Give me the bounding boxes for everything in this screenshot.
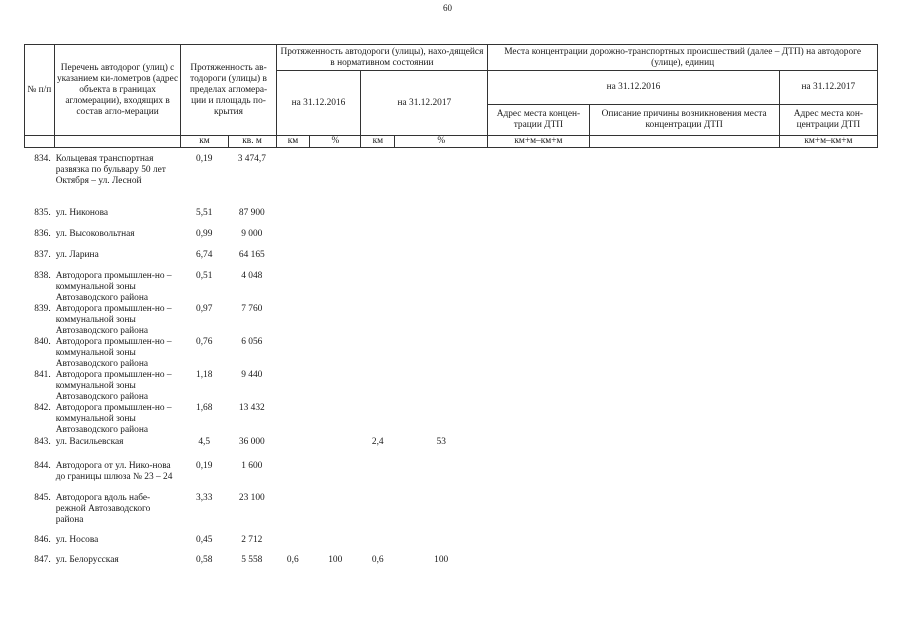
normative-pct-2017	[395, 154, 488, 208]
road-name: ул. Ларина	[55, 250, 99, 260]
normative-km-2017	[361, 304, 395, 337]
dtp-cell	[780, 208, 878, 229]
dtp-cell	[780, 461, 878, 493]
header-dtp-reason: Описание причины возникновения места концентрации ДТП	[589, 105, 779, 136]
road-name: Кольцевая транспортная развязка по бульвару 50 лет Октября – ул. Лесной	[55, 154, 166, 186]
header-dtp-address-2017: Адрес места кон-центрации ДТП	[779, 105, 877, 136]
normative-km-2016	[276, 535, 310, 555]
normative-km-2016	[276, 437, 310, 461]
normative-pct-2017	[395, 271, 488, 304]
row-number: 834.	[34, 154, 51, 164]
header-date-2016: на 31.12.2016	[276, 71, 361, 136]
normative-km-2016: 0,6	[286, 555, 299, 565]
area-sqm: 9 000	[241, 229, 263, 239]
dtp-cell	[780, 304, 878, 337]
normative-pct-2017	[395, 208, 488, 229]
dtp-cell	[488, 437, 589, 461]
header-num: № п/п	[25, 45, 55, 136]
normative-km-2016	[276, 304, 310, 337]
normative-pct-2016	[310, 461, 361, 493]
normative-km-2017	[361, 208, 395, 229]
row-number: 835.	[34, 208, 51, 218]
dtp-cell	[780, 437, 878, 461]
dtp-cell	[488, 370, 589, 403]
dtp-cell	[589, 437, 779, 461]
dtp-cell	[488, 250, 589, 271]
dtp-cell	[488, 337, 589, 370]
dtp-cell	[780, 535, 878, 555]
header-dtp-address-2016: Адрес места концен-трации ДТП	[488, 105, 589, 136]
unit-pct-2016: %	[310, 136, 361, 148]
dtp-cell	[488, 304, 589, 337]
dtp-cell	[488, 461, 589, 493]
normative-km-2017	[361, 493, 395, 535]
normative-pct-2016	[310, 535, 361, 555]
dtp-cell	[488, 493, 589, 535]
normative-km-2016	[276, 271, 310, 304]
row-number: 836.	[34, 229, 51, 239]
table-row	[24, 461, 878, 493]
length-km: 6,74	[196, 250, 213, 260]
dtp-cell	[589, 229, 779, 250]
normative-pct-2017	[395, 535, 488, 555]
table-body	[24, 154, 878, 575]
table-row	[24, 229, 878, 250]
area-sqm: 1 600	[241, 461, 263, 471]
road-name: Автодорога промышлен-но – коммунальной зоны Автозаводского района	[55, 337, 172, 369]
normative-pct-2016	[310, 250, 361, 271]
normative-pct-2016	[310, 229, 361, 250]
area-sqm: 6 056	[241, 337, 263, 347]
road-name: ул. Белорусская	[55, 555, 119, 565]
road-name: ул. Васильевская	[55, 437, 124, 447]
header-date-2017: на 31.12.2017	[361, 71, 488, 136]
normative-pct-2017	[395, 403, 488, 437]
dtp-cell	[488, 208, 589, 229]
header-roads: Перечень автодорог (улиц) с указанием ки-лометров (адрес объекта в границах агломерации), входящих в состав агло-мерации	[54, 45, 181, 136]
dtp-cell	[780, 555, 878, 575]
normative-km-2016	[276, 337, 310, 370]
normative-km-2017	[361, 154, 395, 208]
normative-km-2016	[276, 493, 310, 535]
unit-km: км	[181, 136, 228, 148]
normative-km-2017	[361, 461, 395, 493]
normative-pct-2016	[310, 337, 361, 370]
normative-km-2016	[276, 250, 310, 271]
dtp-cell	[589, 337, 779, 370]
dtp-cell	[488, 535, 589, 555]
normative-pct-2016	[310, 370, 361, 403]
area-sqm: 64 165	[238, 250, 265, 260]
road-name: Автодорога промышлен-но – коммунальной зоны Автозаводского района	[55, 403, 172, 435]
normative-pct-2016	[310, 437, 361, 461]
road-name: Автодорога промышлен-но – коммунальной зоны Автозаводского района	[55, 271, 172, 303]
normative-pct-2017	[395, 304, 488, 337]
dtp-cell	[589, 555, 779, 575]
normative-km-2016	[276, 229, 310, 250]
unit-sqm: кв. м	[228, 136, 276, 148]
table-row	[24, 493, 878, 535]
dtp-cell	[780, 370, 878, 403]
dtp-cell	[488, 229, 589, 250]
length-km: 0,51	[196, 271, 213, 281]
length-km: 0,76	[196, 337, 213, 347]
area-sqm: 7 760	[241, 304, 263, 314]
table-row	[24, 250, 878, 271]
area-sqm: 87 900	[238, 208, 265, 218]
row-number: 837.	[34, 250, 51, 260]
row-number: 843.	[34, 437, 51, 447]
dtp-cell	[589, 250, 779, 271]
road-name: Автодорога промышлен-но – коммунальной зоны Автозаводского района	[55, 304, 172, 336]
row-number: 847.	[34, 555, 51, 565]
area-sqm: 13 432	[238, 403, 265, 413]
dtp-cell	[488, 154, 589, 208]
table-row	[24, 403, 878, 437]
dtp-cell	[488, 403, 589, 437]
dtp-cell	[780, 493, 878, 535]
table-row	[24, 437, 878, 461]
road-name: ул. Высоковольтная	[55, 229, 135, 239]
normative-pct-2016	[310, 304, 361, 337]
road-name: ул. Никонова	[55, 208, 109, 218]
normative-km-2017	[361, 370, 395, 403]
dtp-cell	[589, 154, 779, 208]
header-normative: Протяженность автодороги (улицы), нахо-дящейся в нормативном состоянии	[276, 45, 488, 71]
header-dtp: Места концентрации дорожно-транспортных происшествий (далее – ДТП) на автодороге (улице), единиц	[488, 45, 878, 71]
table-header	[24, 44, 878, 148]
dtp-cell	[780, 337, 878, 370]
normative-pct-2016	[310, 271, 361, 304]
area-sqm: 4 048	[241, 271, 263, 281]
normative-km-2017: 0,6	[371, 555, 384, 565]
table-row	[24, 271, 878, 304]
dtp-cell	[780, 229, 878, 250]
area-sqm: 5 558	[241, 555, 263, 565]
area-sqm: 23 100	[238, 493, 265, 503]
length-km: 3,33	[196, 493, 213, 503]
normative-pct-2017: 53	[436, 437, 446, 447]
normative-km-2016	[276, 154, 310, 208]
normative-pct-2017	[395, 370, 488, 403]
dtp-cell	[488, 555, 589, 575]
length-km: 5,51	[196, 208, 213, 218]
normative-pct-2017	[395, 337, 488, 370]
dtp-cell	[589, 493, 779, 535]
row-number: 844.	[34, 461, 51, 471]
table-row	[24, 208, 878, 229]
length-km: 1,18	[196, 370, 213, 380]
table-row	[24, 535, 878, 555]
table-row	[24, 555, 878, 575]
length-km: 0,45	[196, 535, 213, 545]
header-dtp-date-2017: на 31.12.2017	[779, 71, 877, 105]
length-km: 0,97	[196, 304, 213, 314]
dtp-cell	[780, 271, 878, 304]
row-number: 842.	[34, 403, 51, 413]
road-name: ул. Носова	[55, 535, 99, 545]
road-name: Автодорога промышлен-но – коммунальной зоны Автозаводского района	[55, 370, 172, 402]
normative-km-2017	[361, 535, 395, 555]
table-row	[24, 304, 878, 337]
unit-km-2017: км	[361, 136, 395, 148]
length-km: 0,19	[196, 154, 213, 164]
normative-pct-2016	[310, 208, 361, 229]
normative-pct-2017: 100	[434, 555, 449, 565]
table-row	[24, 370, 878, 403]
normative-pct-2016	[310, 154, 361, 208]
dtp-cell	[589, 461, 779, 493]
unit-kmm-2017: км+м–км+м	[779, 136, 877, 148]
row-number: 846.	[34, 535, 51, 545]
area-sqm: 3 474,7	[237, 154, 266, 164]
normative-km-2017	[361, 337, 395, 370]
normative-km-2016	[276, 403, 310, 437]
row-number: 838.	[34, 271, 51, 281]
length-km: 0,58	[196, 555, 213, 565]
unit-kmm-2016: км+м–км+м	[488, 136, 589, 148]
length-km: 1,68	[196, 403, 213, 413]
normative-km-2016	[276, 461, 310, 493]
normative-pct-2016: 100	[328, 555, 343, 565]
normative-km-2017	[361, 271, 395, 304]
row-number: 841.	[34, 370, 51, 380]
normative-pct-2017	[395, 250, 488, 271]
dtp-cell	[780, 403, 878, 437]
header-dtp-date-2016: на 31.12.2016	[488, 71, 779, 105]
normative-km-2017	[361, 250, 395, 271]
dtp-cell	[780, 250, 878, 271]
normative-pct-2016	[310, 403, 361, 437]
road-name: Автодорога вдоль набе-режной Автозаводского района	[55, 493, 151, 525]
dtp-cell	[589, 271, 779, 304]
normative-km-2017	[361, 403, 395, 437]
road-name: Автодорога от ул. Нико-нова до границы шлюза № 23 – 24	[55, 461, 173, 482]
area-sqm: 2 712	[241, 535, 263, 545]
normative-km-2016	[276, 208, 310, 229]
normative-pct-2017	[395, 493, 488, 535]
area-sqm: 9 440	[241, 370, 263, 380]
length-km: 0,99	[196, 229, 213, 239]
length-km: 0,19	[196, 461, 213, 471]
unit-km-2016: км	[276, 136, 310, 148]
length-km: 4,5	[198, 437, 211, 447]
row-number: 839.	[34, 304, 51, 314]
normative-pct-2017	[395, 461, 488, 493]
row-number: 845.	[34, 493, 51, 503]
dtp-cell	[488, 271, 589, 304]
normative-pct-2017	[395, 229, 488, 250]
dtp-cell	[589, 208, 779, 229]
dtp-cell	[589, 403, 779, 437]
header-length: Протяженность ав-тодороги (улицы) в пределах агломера-ции и площадь по-крытия	[181, 45, 276, 136]
normative-pct-2016	[310, 493, 361, 535]
page-number: 60	[443, 3, 452, 13]
dtp-cell	[589, 304, 779, 337]
dtp-cell	[589, 535, 779, 555]
normative-km-2017	[361, 229, 395, 250]
area-sqm: 36 000	[238, 437, 265, 447]
normative-km-2017: 2,4	[371, 437, 384, 447]
unit-pct-2017: %	[395, 136, 488, 148]
dtp-cell	[589, 370, 779, 403]
row-number: 840.	[34, 337, 51, 347]
table-row	[24, 154, 878, 208]
dtp-cell	[780, 154, 878, 208]
normative-km-2016	[276, 370, 310, 403]
table-row	[24, 337, 878, 370]
